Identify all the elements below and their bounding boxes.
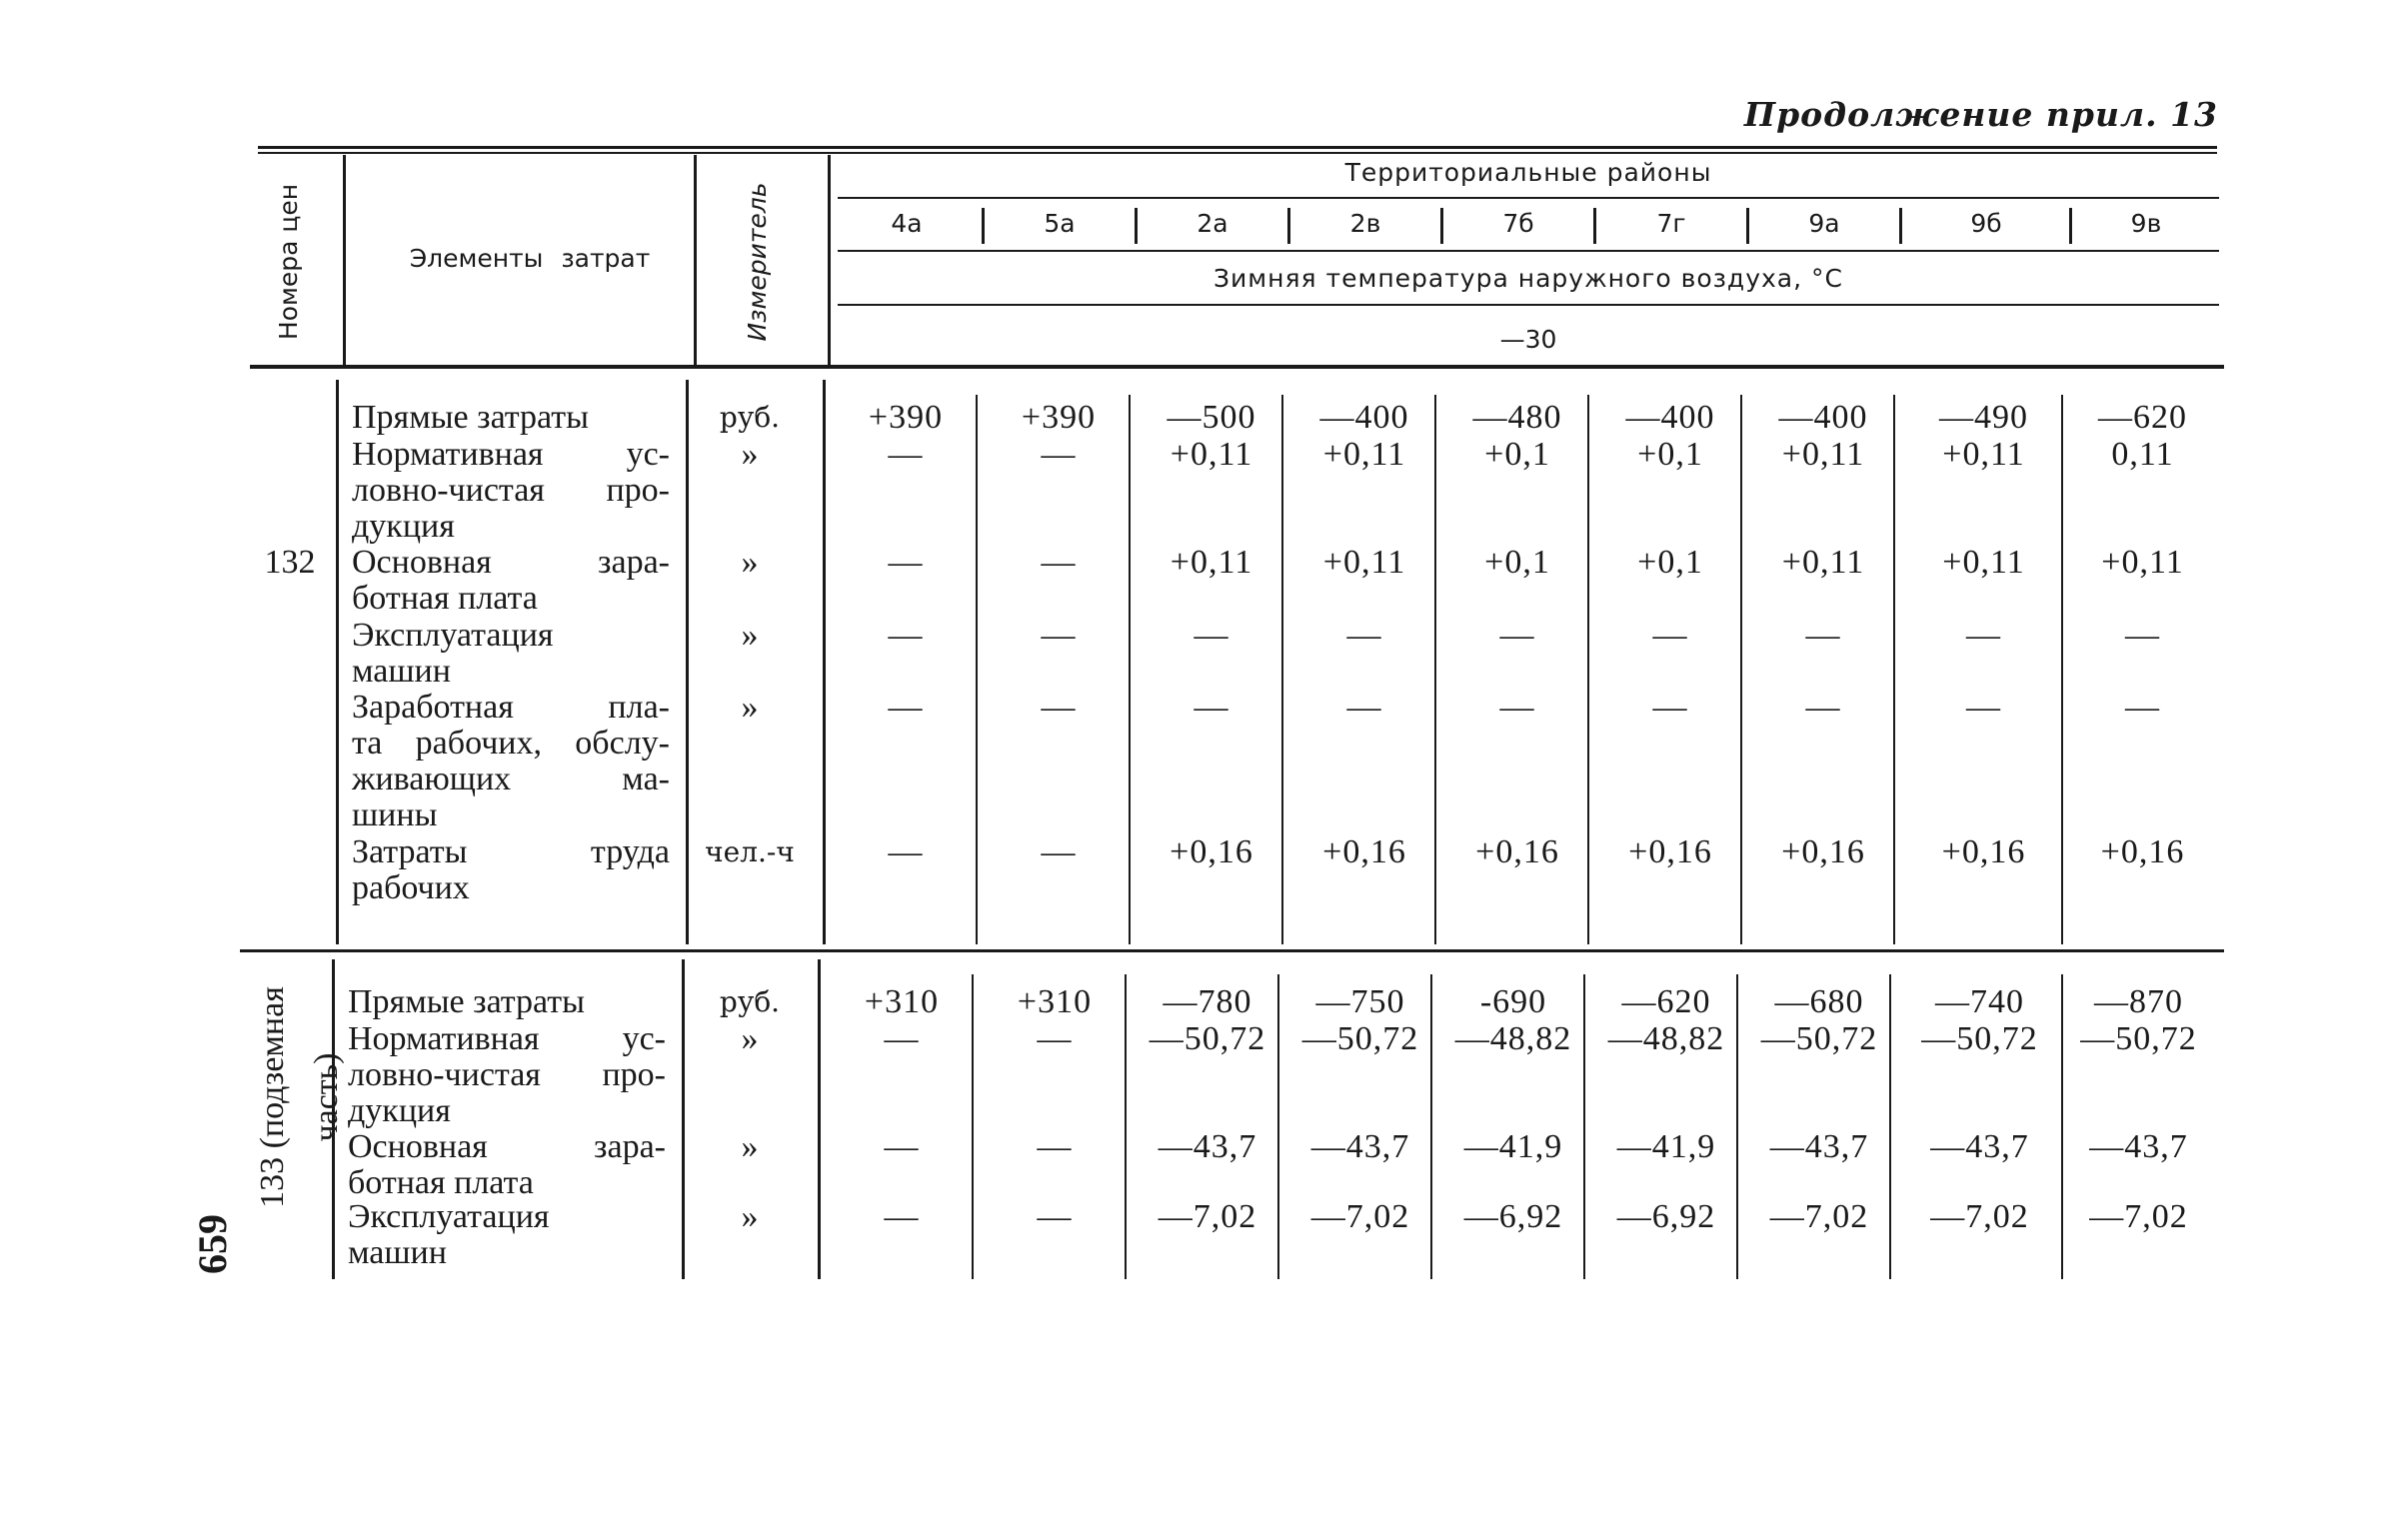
district-label: 9а	[1808, 209, 1840, 238]
value-cell: —50,72	[2080, 1020, 2197, 1057]
value-cell: —	[1037, 1128, 1073, 1165]
cost-element-label-line: ботная плата	[348, 1164, 534, 1201]
value-cell: —480	[1472, 399, 1562, 436]
value-cell: —400	[1625, 399, 1715, 436]
value-cell: 0,11	[2111, 436, 2174, 473]
value-cell: —	[1966, 689, 2001, 726]
value-cell: —740	[1935, 983, 2024, 1020]
cost-element-label-line: Затраты труда	[352, 833, 670, 870]
page-title: Продолжение прил. 13	[1743, 95, 2218, 134]
price-number: 132	[264, 544, 316, 581]
value-cell: —	[888, 833, 924, 870]
header-price-number: Номера цен	[274, 183, 303, 341]
header-winter-temperature: Зимняя температура наружного воздуха, °С	[1213, 264, 1843, 293]
cost-element-label-line: шины	[352, 796, 438, 833]
value-cell: —620	[1621, 983, 1711, 1020]
value-cell: —	[1194, 689, 1229, 726]
cost-element-label-line: та рабочих, обслу-	[352, 725, 670, 762]
cost-element-label	[348, 1199, 666, 1271]
cost-element-label	[352, 437, 670, 545]
cost-element-label-line: машин	[352, 653, 451, 690]
value-cell: —620	[2098, 399, 2187, 436]
value-cell: —43,7	[1158, 1128, 1257, 1165]
value-cell: +0,16	[1475, 833, 1559, 870]
value-cell: —490	[1939, 399, 2028, 436]
value-cell: —400	[1778, 399, 1868, 436]
cost-element-label	[352, 400, 670, 436]
value-cell: +0,11	[1170, 436, 1253, 473]
value-cell: —	[1499, 689, 1535, 726]
value-cell: +0,1	[1637, 436, 1703, 473]
value-cell: +0,11	[1942, 436, 2025, 473]
unit-cell: »	[741, 1020, 759, 1057]
cost-element-label	[348, 1129, 666, 1201]
value-cell: —41,9	[1616, 1128, 1716, 1165]
value-cell: —50,72	[1760, 1020, 1878, 1057]
value-cell: +0,11	[1942, 544, 2025, 581]
value-cell: —870	[2094, 983, 2183, 1020]
cost-element-label	[348, 1021, 666, 1129]
value-cell: —	[2125, 617, 2160, 654]
cost-element-label-line: ловно-чистая про-	[352, 472, 670, 509]
cost-element-label-line: живающих ма-	[352, 761, 670, 797]
district-label: 7б	[1502, 209, 1534, 238]
value-cell: +0,11	[1170, 544, 1253, 581]
value-cell: +0,16	[2100, 833, 2185, 870]
value-cell: +0,16	[1170, 833, 1253, 870]
value-cell: —	[888, 544, 924, 581]
value-cell: —	[1041, 436, 1077, 473]
cost-element-label-line: Эксплуатация	[348, 1198, 550, 1235]
unit-cell: »	[741, 689, 759, 726]
value-cell: —50,72	[1921, 1020, 2038, 1057]
cost-element-label	[352, 618, 670, 690]
value-cell: —41,9	[1463, 1128, 1563, 1165]
value-cell: —6,92	[1463, 1198, 1563, 1235]
unit-cell: руб.	[719, 401, 781, 434]
cost-element-label	[352, 545, 670, 617]
page-number: 659	[190, 1214, 235, 1274]
unit-cell: »	[741, 544, 759, 581]
value-cell: —7,02	[1310, 1198, 1410, 1235]
unit-cell: »	[741, 436, 759, 473]
cost-element-label-line: Прямые затраты	[348, 983, 585, 1020]
cost-element-label-line: Нормативная ус-	[348, 1020, 666, 1057]
value-cell: —	[1041, 833, 1077, 870]
cost-element-label-line: ботная плата	[352, 580, 538, 617]
unit-cell: »	[741, 1198, 759, 1235]
value-cell: +310	[1017, 983, 1093, 1020]
value-cell: —50,72	[1149, 1020, 1266, 1057]
district-label: 7г	[1656, 209, 1686, 238]
cost-element-label-line: Заработная пла-	[352, 689, 670, 726]
unit-cell: чел.-ч	[705, 835, 795, 868]
value-cell: —780	[1163, 983, 1252, 1020]
district-label: 2а	[1197, 209, 1228, 238]
value-cell: —	[1652, 689, 1688, 726]
value-cell: —7,02	[2089, 1198, 2188, 1235]
value-cell: -690	[1479, 983, 1547, 1020]
value-cell: —48,82	[1607, 1020, 1725, 1057]
value-cell: +0,1	[1484, 544, 1550, 581]
value-cell: —	[1037, 1198, 1073, 1235]
value-cell: —	[888, 436, 924, 473]
value-cell: —	[1041, 617, 1077, 654]
cost-element-label-line: Нормативная ус-	[352, 436, 670, 473]
value-cell: +0,16	[1628, 833, 1712, 870]
value-cell: —	[1805, 617, 1841, 654]
value-cell: —	[1652, 617, 1688, 654]
value-cell: —750	[1315, 983, 1405, 1020]
unit-cell: »	[741, 1128, 759, 1165]
district-label: 9б	[1970, 209, 2002, 238]
value-cell: —680	[1774, 983, 1864, 1020]
value-cell: —48,82	[1454, 1020, 1572, 1057]
price-number: 133 (подземная	[254, 986, 291, 1208]
unit-cell: »	[741, 617, 759, 654]
value-cell: —50,72	[1301, 1020, 1419, 1057]
district-label: 5а	[1044, 209, 1076, 238]
value-cell: —7,02	[1930, 1198, 2029, 1235]
value-cell: +0,11	[1322, 544, 1406, 581]
cost-element-label	[352, 834, 670, 906]
value-cell: —	[884, 1128, 920, 1165]
cost-element-label-line: ловно-чистая про-	[348, 1056, 666, 1093]
header-territorial-districts: Территориальные районы	[1344, 158, 1712, 187]
cost-element-label-line: дукция	[352, 508, 455, 545]
cost-element-label-line: Эксплуатация	[352, 617, 554, 654]
value-cell: +0,16	[1781, 833, 1865, 870]
cost-element-label-line: машин	[348, 1234, 447, 1271]
value-cell: —7,02	[1158, 1198, 1257, 1235]
value-cell: +0,1	[1484, 436, 1550, 473]
header-cost-elements: Элементы затрат	[409, 244, 651, 273]
value-cell: +0,11	[1322, 436, 1406, 473]
value-cell: —	[1966, 617, 2001, 654]
value-cell: +0,1	[1637, 544, 1703, 581]
cost-element-label	[352, 690, 670, 833]
header-temperature-value: —30	[1499, 325, 1557, 354]
value-cell: +0,11	[2101, 544, 2184, 581]
value-cell: +0,11	[1781, 544, 1865, 581]
value-cell: —43,7	[2089, 1128, 2188, 1165]
value-cell: +0,16	[1322, 833, 1406, 870]
value-cell: —400	[1319, 399, 1409, 436]
value-cell: —43,7	[1930, 1128, 2029, 1165]
value-cell: —	[1805, 689, 1841, 726]
cost-element-label-line: Основная зара-	[352, 544, 670, 581]
value-cell: +310	[864, 983, 940, 1020]
unit-cell: руб.	[719, 985, 781, 1018]
district-label: 4а	[891, 209, 923, 238]
value-cell: —43,7	[1769, 1128, 1869, 1165]
cost-element-label-line: дукция	[348, 1092, 451, 1129]
cost-element-label-line: рабочих	[352, 869, 470, 906]
district-label: 9в	[2130, 209, 2162, 238]
value-cell: —	[888, 689, 924, 726]
cost-element-label	[348, 984, 666, 1020]
value-cell: +390	[1021, 399, 1097, 436]
district-label: 2в	[1349, 209, 1381, 238]
value-cell: —	[1194, 617, 1229, 654]
value-cell: —	[1041, 689, 1077, 726]
value-cell: —	[888, 617, 924, 654]
value-cell: —	[1346, 617, 1382, 654]
value-cell: —6,92	[1616, 1198, 1716, 1235]
value-cell: —	[884, 1198, 920, 1235]
value-cell: —	[1041, 544, 1077, 581]
cost-element-label-line: Основная зара-	[348, 1128, 666, 1165]
price-number-subtitle: часть)	[308, 1052, 345, 1142]
value-cell: —7,02	[1769, 1198, 1869, 1235]
value-cell: —43,7	[1310, 1128, 1410, 1165]
header-unit: Измеритель	[743, 182, 772, 342]
value-cell: —	[2125, 689, 2160, 726]
value-cell: —	[1499, 617, 1535, 654]
cost-element-label-line: Прямые затраты	[352, 399, 589, 436]
value-cell: —	[884, 1020, 920, 1057]
value-cell: —	[1346, 689, 1382, 726]
value-cell: +390	[868, 399, 944, 436]
value-cell: —500	[1167, 399, 1256, 436]
value-cell: —	[1037, 1020, 1073, 1057]
value-cell: +0,11	[1781, 436, 1865, 473]
value-cell: +0,16	[1941, 833, 2026, 870]
